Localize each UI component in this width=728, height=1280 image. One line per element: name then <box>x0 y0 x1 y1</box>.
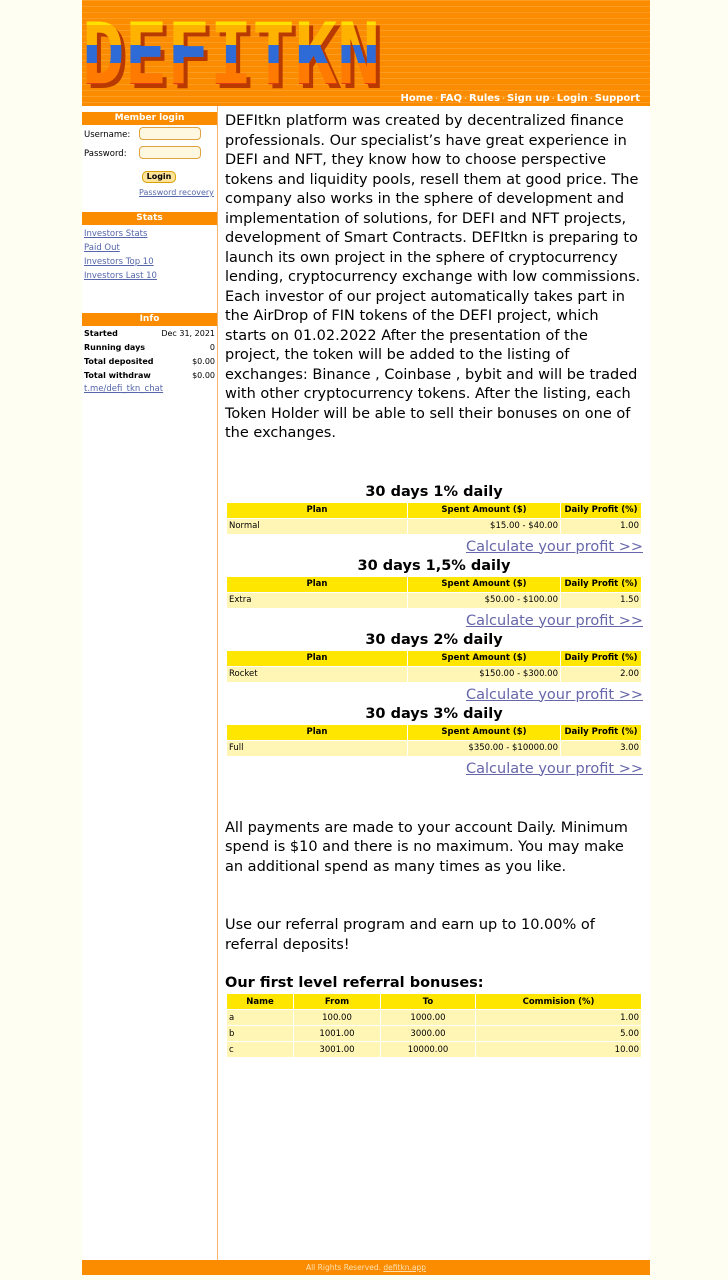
referral-name: a <box>227 1010 294 1026</box>
info-row-running-days <box>82 340 217 354</box>
password-recovery-link[interactable]: Password recovery <box>139 188 214 197</box>
referral-header-commission: Commision (%) <box>476 994 642 1010</box>
username-input[interactable] <box>139 127 201 140</box>
login-button[interactable]: Login <box>142 171 176 183</box>
referral-commission: 1.00 <box>476 1010 642 1026</box>
info-value: Dec 31, 2021 <box>161 329 215 338</box>
referral-commission: 5.00 <box>476 1026 642 1042</box>
table-row <box>227 1026 642 1042</box>
member-login-title: Member login <box>82 112 217 125</box>
footer <box>82 1260 650 1275</box>
plan-amount: $150.00 - $300.00 <box>408 666 561 682</box>
plan-block <box>225 705 643 779</box>
plan-table <box>226 650 642 683</box>
referral-name: b <box>227 1026 294 1042</box>
info-value: $0.00 <box>192 357 215 366</box>
plan-title: 30 days 1% daily <box>365 483 503 500</box>
plan-title: 30 days 1,5% daily <box>357 557 511 574</box>
intro-paragraph-1: DEFItkn platform was created by decentralized finance professionals. Our specialist’s have great experience in DEFI and NFT, they know how to choose perspective tokens and liquidity pools, resell them at good price. The company also works in the sphere of development and implementation of solutions, for DEFI and NFT projects, development of Smart Contracts. DEFItkn is preparing to launch its own project in the sphere of cryptocurrency lending, cryptocurrency exchange with low commissions. <box>225 113 641 285</box>
plan-header-amount: Spent Amount ($) <box>408 650 561 666</box>
sidebar <box>82 106 218 1260</box>
payments-paragraph: All payments are made to your account Daily. Minimum spend is $10 and there is no maximum. You may make an additional spend as many times as you like. <box>225 819 628 875</box>
plan-header-profit: Daily Profit (%) <box>561 576 642 592</box>
top-navigation <box>401 93 640 104</box>
plan-table <box>226 724 642 757</box>
plan-header-profit: Daily Profit (%) <box>561 502 642 518</box>
plan-header-amount: Spent Amount ($) <box>408 576 561 592</box>
investors-stats-link[interactable]: Investors Stats <box>84 229 148 239</box>
footer-copyright: All Rights Reserved. <box>305 1263 381 1272</box>
nav-separator: · <box>589 94 593 103</box>
intro-paragraph-2: Each investor of our project automatically takes part in the AirDrop of FIN tokens of the DEFI project, which starts on 01.02.2022 After the presentation of the project, the token will be added to the listing of exchanges: Binance , Coinbase , bybit and will be traded with other cryptocurrency tokens. After the listing, each Token Holder will be able to sell their bonuses on one of the exchanges. <box>225 288 638 441</box>
referral-title: Our first level referral bonuses: <box>225 975 484 991</box>
plan-name: Normal <box>227 518 408 534</box>
plan-header-profit: Daily Profit (%) <box>561 650 642 666</box>
referral-table <box>226 993 642 1058</box>
nav-rules[interactable]: Rules <box>469 93 500 104</box>
nav-home[interactable]: Home <box>400 93 433 104</box>
info-title: Info <box>82 313 217 326</box>
nav-signup[interactable]: Sign up <box>507 93 550 104</box>
table-row <box>227 1010 642 1026</box>
plan-header-amount: Spent Amount ($) <box>408 724 561 740</box>
plan-name: Extra <box>227 592 408 608</box>
username-label: Username: <box>84 130 131 140</box>
plan-title: 30 days 3% daily <box>365 705 503 722</box>
plan-header-profit: Daily Profit (%) <box>561 724 642 740</box>
logo-text: DEFITKN <box>82 10 380 92</box>
referral-from: 1001.00 <box>294 1026 381 1042</box>
plan-name: Full <box>227 740 408 756</box>
member-login-box <box>82 112 217 197</box>
info-value: 0 <box>209 343 215 352</box>
referral-header-name: Name <box>227 994 294 1010</box>
referral-from: 100.00 <box>294 1010 381 1026</box>
calculate-profit-link[interactable]: Calculate your profit >> <box>466 686 643 703</box>
plan-amount: $350.00 - $10000.00 <box>408 740 561 756</box>
referral-header-to: To <box>381 994 476 1010</box>
table-row <box>227 740 642 756</box>
referral-name: c <box>227 1042 294 1058</box>
plan-profit: 3.00 <box>561 740 642 756</box>
table-row <box>227 592 642 608</box>
telegram-chat-link[interactable]: t.me/defi_tkn_chat <box>84 384 164 394</box>
username-row <box>82 125 217 144</box>
referral-to: 10000.00 <box>381 1042 476 1058</box>
info-box <box>82 313 217 394</box>
stats-box <box>82 212 217 281</box>
nav-separator: · <box>434 94 439 103</box>
calculate-profit-link[interactable]: Calculate your profit >> <box>466 612 643 629</box>
nav-separator: · <box>551 94 555 103</box>
info-row-total-withdraw <box>82 368 217 382</box>
plan-amount: $50.00 - $100.00 <box>408 592 561 608</box>
plan-header-plan: Plan <box>227 502 408 518</box>
main-content <box>225 112 643 1058</box>
nav-separator: · <box>502 94 506 103</box>
info-row-started <box>82 326 217 340</box>
nav-faq[interactable]: FAQ <box>440 93 462 104</box>
stats-title: Stats <box>82 212 217 225</box>
table-row <box>227 1042 642 1058</box>
referral-from: 3001.00 <box>294 1042 381 1058</box>
header <box>82 0 650 106</box>
nav-login[interactable]: Login <box>556 93 588 104</box>
plan-profit: 1.00 <box>561 518 642 534</box>
plan-table <box>226 502 642 535</box>
plan-header-plan: Plan <box>227 576 408 592</box>
table-row <box>227 518 642 534</box>
plan-name: Rocket <box>227 666 408 682</box>
info-label: Total deposited <box>84 357 154 366</box>
info-label: Running days <box>84 343 146 352</box>
referral-commission: 10.00 <box>476 1042 642 1058</box>
plan-profit: 1.50 <box>561 592 642 608</box>
calculate-profit-link[interactable]: Calculate your profit >> <box>466 760 643 777</box>
investors-last10-link[interactable]: Investors Last 10 <box>84 271 157 281</box>
paid-out-link[interactable]: Paid Out <box>84 243 120 253</box>
plan-header-amount: Spent Amount ($) <box>408 502 561 518</box>
nav-support[interactable]: Support <box>594 93 640 104</box>
calculate-profit-link[interactable]: Calculate your profit >> <box>466 538 643 555</box>
plan-title: 30 days 2% daily <box>365 631 503 648</box>
defitkn-logo[interactable] <box>82 10 387 92</box>
page-container <box>82 0 650 1260</box>
password-row <box>82 144 217 163</box>
info-row-total-deposited <box>82 354 217 368</box>
plan-table <box>226 576 642 609</box>
info-label: Total withdraw <box>84 371 151 380</box>
nav-separator: · <box>463 94 468 103</box>
referral-paragraph: Use our referral program and earn up to 10.00% of referral deposits! <box>225 917 595 953</box>
referral-header-from: From <box>294 994 381 1010</box>
plan-block <box>225 631 643 705</box>
password-label: Password: <box>84 149 127 159</box>
investors-top10-link[interactable]: Investors Top 10 <box>84 257 154 267</box>
referral-to: 3000.00 <box>381 1026 476 1042</box>
table-row <box>227 666 642 682</box>
plan-header-plan: Plan <box>227 724 408 740</box>
plan-block <box>225 483 643 557</box>
footer-site-link[interactable]: defitkn.app <box>383 1263 427 1272</box>
plan-block <box>225 557 643 631</box>
plan-header-plan: Plan <box>227 650 408 666</box>
referral-to: 1000.00 <box>381 1010 476 1026</box>
info-label: Started <box>84 329 118 338</box>
info-value: $0.00 <box>192 371 215 380</box>
password-input[interactable] <box>139 146 201 159</box>
plan-profit: 2.00 <box>561 666 642 682</box>
plan-amount: $15.00 - $40.00 <box>408 518 561 534</box>
logo-shadow: DEFITKN <box>86 10 384 92</box>
